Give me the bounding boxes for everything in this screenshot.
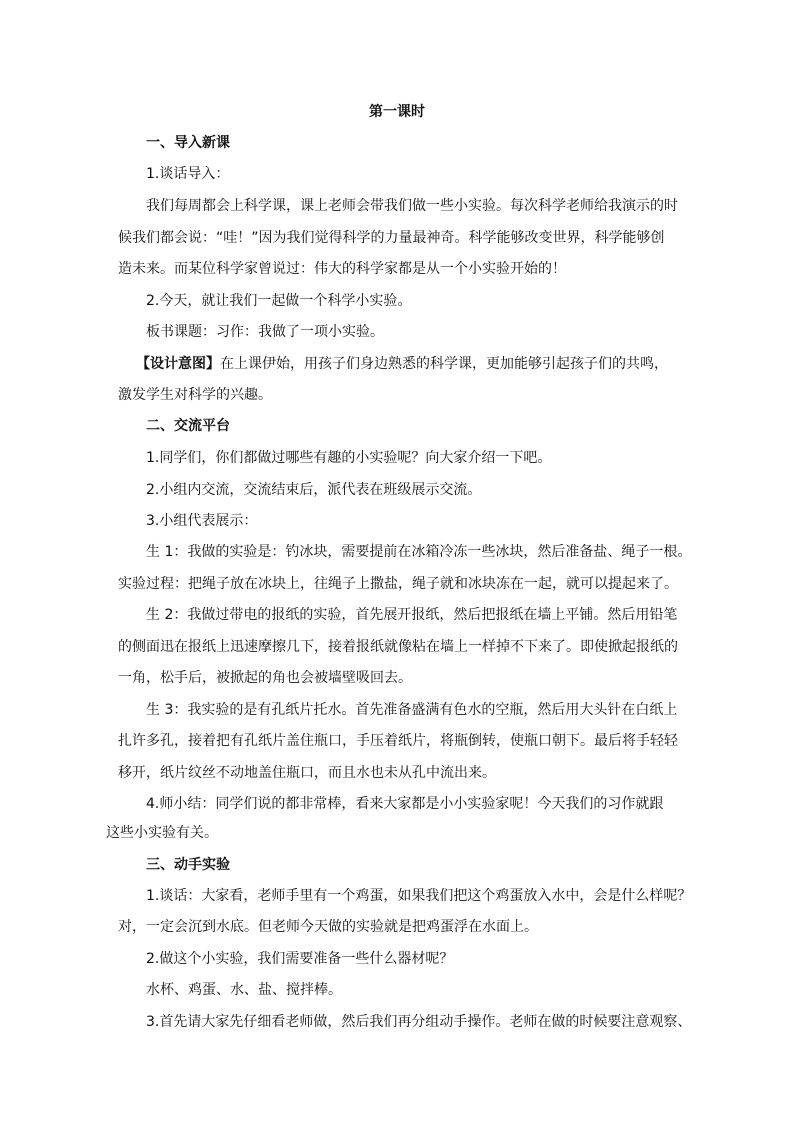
paragraph-line: 1.谈话：大家看，老师手里有一个鸡蛋，如果我们把这个鸡蛋放入水中，会是什么样呢？ [146,888,692,904]
design-intent-label: 【设计意图】 [136,356,220,372]
paragraph-line: 生 3：我实验的是有孔纸片托水。首先准备盛满有色水的空瓶，然后用大头针在白纸上 [146,702,678,718]
paragraph-line: 造未来。而某位科学家曾说过：伟大的科学家都是从一个小实验开始的！ [118,261,566,277]
paragraph-line: 对，一定会沉到水底。但老师今天做的实验就是把鸡蛋浮在水面上。 [118,919,538,935]
paragraph-line: 2.小组内交流，交流结束后，派代表在班级展示交流。 [146,482,482,498]
paragraph-line: 一角，松手后，被掀起的角也会被墙壁吸回去。 [118,670,412,686]
paragraph-line: 生 2：我做过带电的报纸的实验，首先展开报纸，然后把报纸在墙上平铺。然后用铅笔 [146,607,678,623]
design-intent-text: 在上课伊始，用孩子们身边熟悉的科学课，更加能够引起孩子们的共鸣， [220,356,668,372]
paragraph-line: 我们每周都会上科学课，课上老师会带我们做一些小实验。每次科学老师给我演示的时 [146,198,678,214]
paragraph-line: 实验过程：把绳子放在冰块上，往绳子上撒盐，绳子就和冰块冻在一起，就可以提起来了。 [118,576,678,592]
section-heading-1: 一、导入新课 [146,135,230,151]
section-heading-3: 三、动手实验 [146,857,230,873]
design-intent-line [136,354,678,374]
page-title: 第一课时 [369,104,425,120]
paragraph-line: 2.今天，就让我们一起做一个科学小实验。 [146,293,412,309]
paragraph-line: 1.谈话导入： [146,166,230,182]
paragraph-line: 2.做这个小实验，我们需要准备一些什么器材呢？ [146,951,454,967]
paragraph-line: 3.首先请大家先仔细看老师做，然后我们再分组动手操作。老师在做的时候要注意观察、 [146,1014,692,1030]
paragraph-line: 扎许多孔，接着把有孔纸片盖住瓶口，手压着纸片，将瓶倒转，使瓶口朝下。最后将手轻轻 [118,733,678,749]
section-heading-2: 二、交流平台 [146,418,230,434]
paragraph-line: 移开，纸片纹丝不动地盖住瓶口，而且水也未从孔中流出来。 [118,765,496,781]
paragraph-line: 水杯、鸡蛋、水、盐、搅拌棒。 [146,982,342,998]
paragraph-line: 这些小实验有关。 [106,825,218,841]
paragraph-line: 生 1：我做的实验是：钓冰块，需要提前在冰箱冷冻一些冰块，然后准备盐、绳子一根。 [146,544,692,560]
paragraph-line: 候我们都会说：“哇！”因为我们觉得科学的力量最神奇。科学能够改变世界，科学能够创 [118,230,665,246]
paragraph-line: 1.同学们，你们都做过哪些有趣的小实验呢？向大家介绍一下吧。 [146,450,552,466]
paragraph-line: 板书课题：习作：我做了一项小实验。 [146,324,384,340]
paragraph-line: 3.小组代表展示： [146,513,258,529]
paragraph-line: 4.师小结：同学们说的都非常棒，看来大家都是小小实验家呢！今天我们的习作就跟 [146,796,664,812]
paragraph-line: 的侧面迅在报纸上迅速摩擦几下，接着报纸就像粘在墙上一样掉不下来了。即使掀起报纸的 [118,639,678,655]
paragraph-line: 激发学生对科学的兴趣。 [118,387,272,403]
